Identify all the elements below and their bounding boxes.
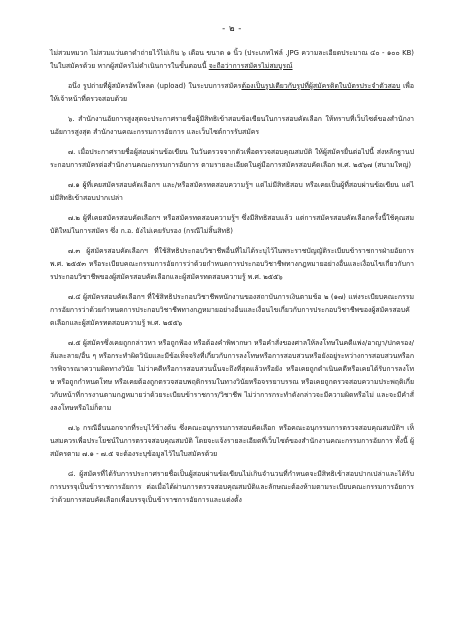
paragraph-item-7-2: [50, 212, 414, 238]
page-number: - ๒ -: [222, 24, 242, 34]
paragraph-text: อนึ่ง รูปถ่ายที่ผู้สมัครอัพโหลด (upload) ในระบบการสมัคร: [68, 82, 242, 90]
paragraph-text: ๗.๔ ผู้สมัครสอบคัดเลือกฯ ที่ใช้สิทธิประกอบวิชาชีพหนักงานของสถาบันการเงินตามข้อ ๒ (๑๗) แห่งระเบียบคณะกรรมการอัยการว่าด้วยกำหนดการประกอบวิชาชีพทางกฎหมายอย่างอื่นและเงื่อนไขเกี่ยวกับการประกอบวิชาชีพของผู้สมัครสอบคัดเลือกและผู้สมัครทดสอบความรู้ พ.ศ. ๒๕๕๖: [50, 293, 414, 327]
paragraph-text: เพื่อให้เจ้าหน้าที่ตรวจสอบด้วย: [50, 82, 414, 103]
emphasis-text: จะถือว่าการสมัครไม่สมบูรณ์: [208, 62, 293, 70]
paragraph-text: ไม่สวมหมวก ไม่สวมแว่นตาดำถ่ายไว้ไม่เกิน ๖ เดือน ขนาด ๑ นิ้ว (ประเภทไฟล์ .JPG ความละเอียดประมาณ ๔๐ - ๑๐๐ KB) ในใบสมัครด้วย หากผู้สมัครไม่ดำเนินการในขั้นตอนนี้: [50, 49, 414, 70]
paragraph-text: ๗.๒ ผู้ที่เคยสมัครสอบคัดเลือกฯ หรือสมัครทดสอบความรู้ฯ ซึ่งมีสิทธิสอบแล้ว แต่การสมัครสอบคัดเลือกครั้งนี้ใช้คุณสมบัติใหม่ในการสมัคร ซึ่ง ก.อ. ยังไม่เคยรับรอง (กรณีไม่สิ้นสิทธิ): [50, 214, 414, 235]
paragraph-item-7-4: [50, 291, 414, 330]
paragraph-item-7-3: [50, 245, 414, 284]
paragraph-photo-requirement: [50, 47, 414, 73]
paragraph-photo-note: [50, 80, 414, 106]
paragraph-item-8: [50, 468, 414, 507]
paragraph-item-7-5: [50, 337, 414, 415]
paragraph-text: ๗.๓ ผู้สมัครสอบคัดเลือกฯ ที่ใช้สิทธิประกอบวิชาชีพอื่นที่ไม่ได้ระบุไว้ในพระราชบัญญัติระเบียบข้าราชการฝ่ายอัยการ พ.ศ. ๒๕๕๓ หรือระเบียบคณะกรรมการอัยการว่าด้วยกำหนดการประกอบวิชาชีพทางกฎหมายอย่างอื่นและเงื่อนไขเกี่ยวกับการประกอบวิชาชีพของผู้สมัครสอบคัดเลือกและผู้สมัครทดสอบความรู้ พ.ศ. ๒๕๕๖: [50, 247, 414, 281]
paragraph-item-7: [50, 146, 414, 172]
paragraph-item-7-6: [50, 422, 414, 461]
emphasis-text: ต้องเป็นรูปเดียวกับรูปที่ผู้สมัครติดในบัตรประจำตัวสอบ: [241, 82, 401, 90]
paragraph-text: ๗. เมื่อประกาศรายชื่อผู้สอบผ่านข้อเขียน ในวันตรวจจากตัวเพื่อตรวจสอบคุณสมบัติ ให้ผู้สมัครยื่นต่อไปนี้ ส่งหลักฐานประกอบการสมัครต่อสำนักงานคณะกรรมการอัยการ ตามรายละเอียดในคู่มือการสมัครสอบคัดเลือก พ.ศ. ๒๕๖๗ (สนามใหญ่): [50, 148, 414, 169]
paragraph-text: ๘. ผู้สมัครที่ได้รับการประกาศรายชื่อเป็นผู้สอบผ่านข้อเขียนไม่เกินจำนวนที่กำหนดจะมีสิทธิเข้าสอบปากเปล่าและได้รับการบรรจุเป็นข้าราชการอัยการ ต่อเมื่อได้ผ่านการตรวจสอบคุณสมบัติและลักษณะต้องห้ามตามระเบียบคณะกรรมการอัยการว่าด้วยการสอบคัดเลือกเพื่อบรรจุเป็นข้าราชการอัยการและแต่งตั้ง: [50, 470, 414, 504]
paragraph-item-7-1: [50, 179, 414, 205]
paragraph-text: ๗.๑ ผู้ที่เคยสมัครสอบคัดเลือกฯ และ/หรือสมัครทดสอบความรู้ฯ แต่ไม่มีสิทธิสอบ หรือเคยเป็นผู้ที่สอบผ่านข้อเขียน แต่ไม่มีสิทธิเข้าสอบปากเปล่า: [50, 181, 414, 202]
paragraph-item-6: [50, 113, 414, 139]
paragraph-text: ๗.๖ กรณีอื่นนอกจากที่ระบุไว้ข้างต้น ซึ่งคณะอนุกรรมการสอบคัดเลือก หรือคณะอนุกรรมการตรวจสอบคุณสมบัติฯ เห็นสมควรเพื่อประโยชน์ในการตรวจสอบคุณสมบัติ โดยจะแจ้งรายละเอียดที่เว็บไซต์ของสำนักงานคณะกรรมการอัยการ ทั้งนี้ ผู้สมัครตาม ๗.๑ - ๗.๕ จะต้องระบุข้อมูลไว้ในใบสมัครด้วย: [50, 424, 414, 458]
paragraph-text: ๗.๕ ผู้สมัครซึ่งเคยถูกกล่าวหา หรือถูกฟ้อง หรือต้องคำพิพากษา หรือคำสั่งของศาลให้ลงโทษในคดีแพ่ง/อาญา/ปกครอง/ล้มละลาย/อื่น ๆ หรือกระทำผิดวินัยและมีข้อเท็จจริงที่เกี่ยวกับการลงโทษหรือการสอบสวนหรือยังอยู่ระหว่างการสอบสวนหรือการพิจารณาความผิดทางวินัย ไม่ว่าคดีหรือการสอบสวนนั้นจะถึงที่สุดแล้วหรือยัง หรือเคยถูกดำเนินคดีหรือเคยได้รับการลงโทษ หรือถูกกำหนดโทษ หรือเคยต้องถูกตรวจสอบพฤติกรรมในทางวินัยหรือจรรยาบรรณ หรือเคยถูกตรวจสอบความประพฤติเกี่ยวกับหน้าที่การงานตามกฎหมายว่าด้วยระเบียบข้าราชการ/วิชาชีพ ไม่ว่าการกระทำดังกล่าวจะมีความผิดหรือไม่ และจะมีคำสั่งลงโทษหรือไม่ก็ตาม: [50, 339, 414, 412]
paragraph-text: ๖. สำนักงานอัยการสูงสุดจะประกาศรายชื่อผู้มีสิทธิเข้าสอบข้อเขียนในการสอบคัดเลือก ให้ทราบที่เว็บไซต์ของสำนักงานอัยการสูงสุด สำนักงานคณะกรรมการอัยการ และเว็บไซต์การรับสมัคร: [50, 115, 414, 136]
